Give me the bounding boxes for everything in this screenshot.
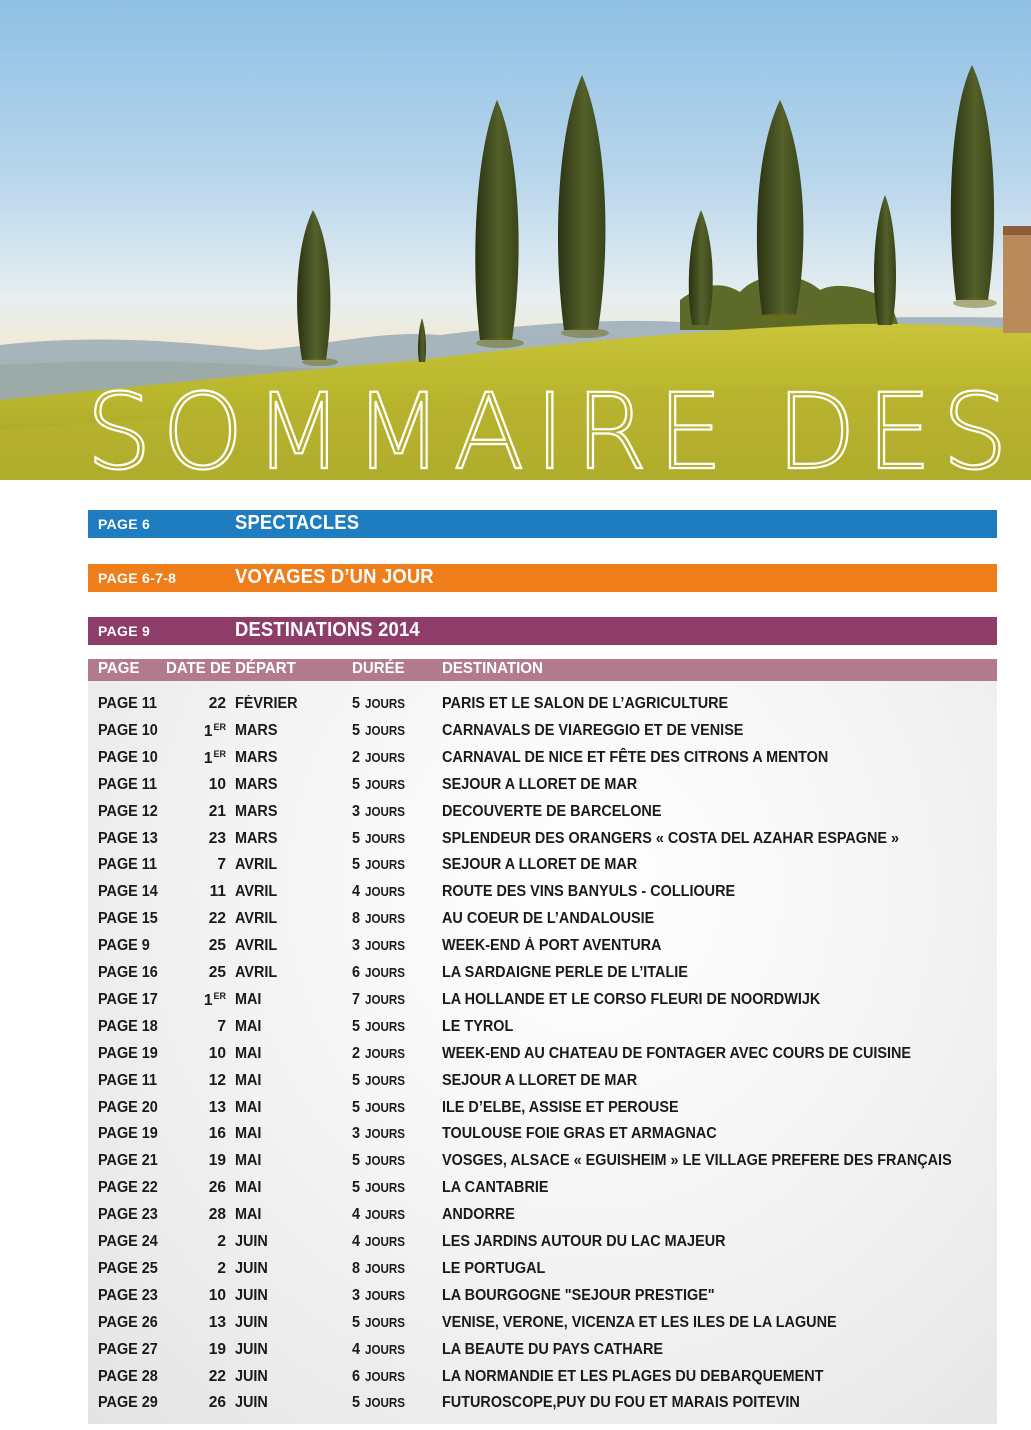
- table-row[interactable]: [88, 1015, 997, 1042]
- row-duration-number: 5: [352, 1017, 361, 1035]
- row-duration-unit: JOURS: [365, 750, 406, 765]
- row-destination: LES JARDINS AUTOUR DU LAC MAJEUR: [442, 1233, 726, 1250]
- row-duration-unit: JOURS: [365, 992, 406, 1007]
- row-page: PAGE 27: [98, 1340, 158, 1358]
- row-duration-number: 5: [352, 1313, 361, 1331]
- row-duration-number: 5: [352, 1098, 361, 1116]
- row-destination: LA SARDAIGNE PERLE DE L’ITALIE: [442, 964, 688, 981]
- row-day-number: 19: [208, 1340, 226, 1358]
- row-day: [188, 803, 226, 821]
- row-day: [188, 1099, 226, 1117]
- row-duration-number: 4: [352, 1206, 361, 1224]
- row-duration-unit: JOURS: [365, 1019, 406, 1034]
- row-month: MAI: [235, 1044, 262, 1062]
- table-row[interactable]: [88, 934, 997, 961]
- row-month: JUIN: [235, 1313, 268, 1331]
- row-day: [188, 964, 226, 982]
- row-day: [188, 910, 226, 928]
- table-row[interactable]: [88, 773, 997, 800]
- row-duration-unit: JOURS: [365, 1181, 406, 1196]
- row-duration-number: 3: [352, 1286, 361, 1304]
- row-page: PAGE 11: [98, 1071, 158, 1089]
- row-page: PAGE 20: [98, 1098, 158, 1116]
- row-day-number: 25: [208, 964, 226, 981]
- table-row[interactable]: [88, 746, 997, 773]
- row-month: MAI: [235, 1206, 262, 1224]
- row-page: PAGE 11: [98, 775, 158, 793]
- row-duration-unit: JOURS: [365, 1100, 406, 1115]
- row-page: PAGE 28: [98, 1367, 158, 1385]
- row-day: [188, 1314, 226, 1332]
- row-day-suffix: ER: [213, 748, 226, 759]
- row-duration-number: 4: [352, 1340, 361, 1358]
- table-row[interactable]: [88, 1284, 997, 1311]
- row-day-number: 25: [208, 937, 226, 955]
- row-duration-unit: JOURS: [365, 858, 406, 873]
- row-month: JUIN: [235, 1340, 268, 1358]
- row-month: MAI: [235, 990, 262, 1008]
- row-day-number: 1: [203, 991, 213, 1009]
- row-destination: SEJOUR A LLORET DE MAR: [442, 775, 638, 793]
- row-day-number: 1: [203, 722, 213, 740]
- column-header-date: DATE DE DÉPART: [166, 660, 296, 677]
- table-row[interactable]: [88, 1257, 997, 1284]
- row-month: MAI: [235, 1071, 262, 1089]
- row-day: [188, 883, 226, 901]
- row-destination: LE PORTUGAL: [442, 1259, 546, 1277]
- row-destination: DECOUVERTE DE BARCELONE: [442, 802, 662, 820]
- column-header-page: PAGE: [98, 660, 140, 677]
- row-duration-number: 5: [352, 1179, 361, 1197]
- row-duration-number: 2: [352, 748, 361, 766]
- table-row[interactable]: [88, 1365, 997, 1392]
- row-month: AVRIL: [235, 910, 278, 928]
- row-destination: VENISE, VERONE, VICENZA ET LES ILES DE LA LAGUNE: [442, 1313, 837, 1331]
- section-bar-destinations[interactable]: [88, 617, 997, 645]
- row-month: MARS: [235, 802, 278, 820]
- row-page: PAGE 17: [98, 990, 158, 1008]
- row-duration-unit: JOURS: [365, 1369, 406, 1384]
- row-month: JUIN: [235, 1367, 268, 1385]
- row-page: PAGE 22: [98, 1179, 158, 1197]
- row-day: [188, 1152, 226, 1170]
- row-day-number: 10: [208, 1286, 226, 1304]
- table-row[interactable]: [88, 853, 997, 880]
- section-bar-spectacles[interactable]: [88, 510, 997, 538]
- row-month: JUIN: [235, 1259, 268, 1277]
- row-page: PAGE 23: [98, 1286, 158, 1304]
- row-duration-number: 5: [352, 856, 361, 874]
- row-destination: LA HOLLANDE ET LE CORSO FLEURI DE NOORDWIJK: [442, 990, 821, 1008]
- row-page: PAGE 11: [98, 695, 158, 712]
- row-day-suffix: ER: [213, 990, 226, 1001]
- row-duration-unit: JOURS: [365, 1235, 406, 1249]
- row-day: [188, 991, 226, 1010]
- row-destination: SPLENDEUR DES ORANGERS « COSTA DEL AZAHAR ESPAGNE »: [442, 829, 900, 847]
- row-duration-unit: JOURS: [365, 697, 406, 711]
- row-duration-unit: JOURS: [365, 885, 406, 900]
- row-destination: AU COEUR DE L’ANDALOUSIE: [442, 910, 655, 928]
- table-header: [88, 659, 997, 681]
- row-month: AVRIL: [235, 856, 278, 874]
- section-title: VOYAGES D’UN JOUR: [235, 566, 434, 588]
- row-day: [188, 856, 226, 874]
- row-page: PAGE 19: [98, 1044, 158, 1062]
- section-title: DESTINATIONS 2014: [235, 619, 420, 641]
- row-page: PAGE 26: [98, 1313, 158, 1331]
- row-destination: LA BOURGOGNE "SEJOUR PRESTIGE": [442, 1286, 715, 1304]
- row-day: [188, 776, 226, 794]
- table-row[interactable]: [88, 1149, 997, 1176]
- row-duration-unit: JOURS: [365, 1396, 406, 1411]
- row-page: PAGE 11: [98, 856, 158, 874]
- row-destination: WEEK-END À PORT AVENTURA: [442, 937, 662, 955]
- row-day: [188, 1394, 226, 1412]
- row-month: MAI: [235, 1125, 262, 1143]
- row-destination: SEJOUR A LLORET DE MAR: [442, 1071, 638, 1089]
- row-duration-unit: JOURS: [365, 804, 406, 819]
- section-page: PAGE 9: [98, 623, 151, 639]
- row-day-number: 13: [208, 1098, 226, 1116]
- row-month: MARS: [235, 775, 278, 793]
- row-day-number: 2: [217, 1233, 226, 1250]
- row-destination: VOSGES, ALSACE « EGUISHEIM » LE VILLAGE PREFERE DES FRANÇAIS: [442, 1152, 952, 1170]
- row-day-number: 2: [217, 1259, 226, 1277]
- row-month: FÉVRIER: [235, 695, 298, 712]
- row-month: AVRIL: [235, 964, 278, 981]
- row-month: MAI: [235, 1179, 262, 1197]
- row-day: [188, 749, 226, 768]
- row-day-number: 1: [203, 749, 213, 767]
- row-month: MAI: [235, 1152, 262, 1170]
- row-day-number: 16: [208, 1125, 226, 1143]
- table-row[interactable]: [88, 827, 997, 854]
- row-month: JUIN: [235, 1233, 268, 1250]
- row-destination: LA NORMANDIE ET LES PLAGES DU DEBARQUEMENT: [442, 1367, 824, 1385]
- table-row[interactable]: [88, 1122, 997, 1149]
- row-page: PAGE 10: [98, 748, 158, 766]
- row-page: PAGE 19: [98, 1125, 158, 1143]
- row-day: [188, 1018, 226, 1036]
- table-row[interactable]: [88, 1311, 997, 1338]
- row-duration-unit: JOURS: [365, 1046, 406, 1061]
- row-duration-number: 7: [352, 990, 361, 1008]
- table-row[interactable]: [88, 988, 997, 1015]
- table-row[interactable]: [88, 800, 997, 827]
- row-day-number: 12: [208, 1071, 226, 1089]
- row-day: [188, 1045, 226, 1063]
- section-page: PAGE 6: [98, 516, 151, 532]
- row-day: [188, 1125, 226, 1143]
- row-page: PAGE 13: [98, 829, 158, 847]
- row-duration-number: 4: [352, 1233, 361, 1250]
- row-duration-number: 5: [352, 829, 361, 847]
- row-destination: TOULOUSE FOIE GRAS ET ARMAGNAC: [442, 1125, 717, 1143]
- table-row[interactable]: [88, 1203, 997, 1230]
- row-duration-number: 2: [352, 1044, 361, 1062]
- section-page: PAGE 6-7-8: [98, 570, 177, 586]
- row-page: PAGE 9: [98, 937, 150, 955]
- row-duration-number: 5: [352, 775, 361, 793]
- row-destination: FUTUROSCOPE,PUY DU FOU ET MARAIS POITEVIN: [442, 1394, 800, 1412]
- row-page: PAGE 21: [98, 1152, 158, 1170]
- row-day: [188, 937, 226, 955]
- row-duration-number: 5: [352, 1071, 361, 1089]
- destinations-table: [88, 681, 997, 1424]
- row-day-number: 13: [208, 1313, 226, 1331]
- row-page: PAGE 16: [98, 964, 158, 981]
- table-row[interactable]: [88, 692, 997, 719]
- row-destination: ROUTE DES VINS BANYULS - COLLIOURE: [442, 883, 736, 901]
- row-day-number: 7: [217, 856, 226, 874]
- row-day: [188, 1260, 226, 1278]
- section-bar-voyages[interactable]: [88, 564, 997, 592]
- row-duration-unit: JOURS: [365, 1127, 406, 1142]
- row-page: PAGE 18: [98, 1017, 158, 1035]
- row-month: MAI: [235, 1098, 262, 1116]
- row-day-number: 7: [217, 1017, 226, 1035]
- row-day-number: 22: [208, 1367, 226, 1385]
- column-header-duration: DURÉE: [352, 660, 405, 677]
- row-destination: LA CANTABRIE: [442, 1179, 549, 1197]
- row-day-number: 28: [208, 1206, 226, 1224]
- row-day-number: 21: [208, 802, 226, 820]
- row-day-number: 10: [208, 1044, 226, 1062]
- row-duration-unit: JOURS: [365, 1261, 406, 1276]
- row-day-number: 26: [208, 1394, 226, 1412]
- row-day: [188, 1072, 226, 1090]
- row-duration-unit: JOURS: [365, 966, 406, 980]
- row-page: PAGE 23: [98, 1206, 158, 1224]
- row-destination: LE TYROL: [442, 1017, 514, 1035]
- row-destination: SEJOUR A LLORET DE MAR: [442, 856, 638, 874]
- column-header-destination: DESTINATION: [442, 660, 543, 677]
- row-month: JUIN: [235, 1286, 268, 1304]
- row-duration-unit: JOURS: [365, 1073, 406, 1088]
- row-duration-number: 5: [352, 1152, 361, 1170]
- table-row[interactable]: [88, 1338, 997, 1365]
- table-row[interactable]: [88, 1069, 997, 1096]
- row-duration-unit: JOURS: [365, 1208, 406, 1223]
- row-month: JUIN: [235, 1394, 268, 1412]
- row-day: [188, 830, 226, 848]
- row-destination: ILE D’ELBE, ASSISE ET PEROUSE: [442, 1098, 679, 1116]
- table-row[interactable]: [88, 1042, 997, 1069]
- row-page: PAGE 25: [98, 1259, 158, 1277]
- row-day: [188, 1341, 226, 1359]
- row-day-suffix: ER: [213, 721, 226, 732]
- row-destination: WEEK-END AU CHATEAU DE FONTAGER AVEC COURS DE CUISINE: [442, 1044, 912, 1062]
- row-destination: CARNAVALS DE VIAREGGIO ET DE VENISE: [442, 721, 744, 739]
- row-duration-unit: JOURS: [365, 1288, 406, 1303]
- row-day: [188, 695, 226, 713]
- row-duration-number: 5: [352, 721, 361, 739]
- row-page: PAGE 15: [98, 910, 158, 928]
- row-duration-number: 3: [352, 1125, 361, 1143]
- row-month: MARS: [235, 829, 278, 847]
- row-day-number: 22: [208, 910, 226, 928]
- table-row[interactable]: [88, 961, 997, 988]
- row-duration-number: 3: [352, 802, 361, 820]
- row-day: [188, 1206, 226, 1224]
- row-duration-number: 8: [352, 910, 361, 928]
- row-day: [188, 1179, 226, 1197]
- row-page: PAGE 29: [98, 1394, 158, 1412]
- row-month: AVRIL: [235, 883, 278, 901]
- page-title: SOMMAIRE DES: [86, 371, 1018, 480]
- row-day-number: 26: [208, 1179, 226, 1197]
- row-duration-unit: JOURS: [365, 777, 406, 792]
- row-destination: PARIS ET LE SALON DE L’AGRICULTURE: [442, 695, 729, 712]
- table-row[interactable]: [88, 880, 997, 907]
- row-duration-number: 5: [352, 1394, 361, 1412]
- row-duration-number: 4: [352, 883, 361, 901]
- row-day-number: 23: [208, 829, 226, 847]
- row-month: MARS: [235, 721, 278, 739]
- cypress-trees: [297, 65, 994, 362]
- row-day: [188, 722, 226, 741]
- row-page: PAGE 12: [98, 802, 158, 820]
- row-month: AVRIL: [235, 937, 278, 955]
- row-duration-unit: JOURS: [365, 912, 406, 927]
- section-title: SPECTACLES: [235, 512, 360, 534]
- table-row[interactable]: [88, 719, 997, 746]
- row-page: PAGE 24: [98, 1233, 158, 1250]
- row-day: [188, 1368, 226, 1386]
- row-page: PAGE 10: [98, 721, 158, 739]
- row-day: [188, 1287, 226, 1305]
- row-duration-unit: JOURS: [365, 1154, 406, 1169]
- table-row[interactable]: [88, 1176, 997, 1203]
- row-duration-number: 6: [352, 1367, 361, 1385]
- row-duration-number: 8: [352, 1259, 361, 1277]
- row-day: [188, 1233, 226, 1251]
- row-month: MAI: [235, 1017, 262, 1035]
- row-duration-unit: JOURS: [365, 723, 406, 738]
- row-page: PAGE 14: [98, 883, 158, 901]
- row-duration-number: 6: [352, 964, 361, 981]
- row-destination: ANDORRE: [442, 1206, 515, 1224]
- row-destination: LA BEAUTE DU PAYS CATHARE: [442, 1340, 664, 1358]
- table-row[interactable]: [88, 1096, 997, 1123]
- row-day-number: 19: [208, 1152, 226, 1170]
- row-month: MARS: [235, 748, 278, 766]
- table-row[interactable]: [88, 1230, 997, 1257]
- row-duration-number: 5: [352, 695, 361, 712]
- row-destination: CARNAVAL DE NICE ET FÊTE DES CITRONS A MENTON: [442, 748, 829, 766]
- row-duration-unit: JOURS: [365, 831, 406, 846]
- table-row[interactable]: [88, 1391, 997, 1418]
- row-duration-number: 3: [352, 937, 361, 955]
- row-duration-unit: JOURS: [365, 939, 406, 954]
- row-duration-unit: JOURS: [365, 1315, 406, 1330]
- row-day-number: 11: [209, 883, 226, 901]
- hero-banner: [0, 0, 1031, 480]
- row-duration-unit: JOURS: [365, 1342, 406, 1357]
- row-day-number: 10: [208, 775, 226, 793]
- table-row[interactable]: [88, 907, 997, 934]
- row-day-number: 22: [208, 695, 226, 712]
